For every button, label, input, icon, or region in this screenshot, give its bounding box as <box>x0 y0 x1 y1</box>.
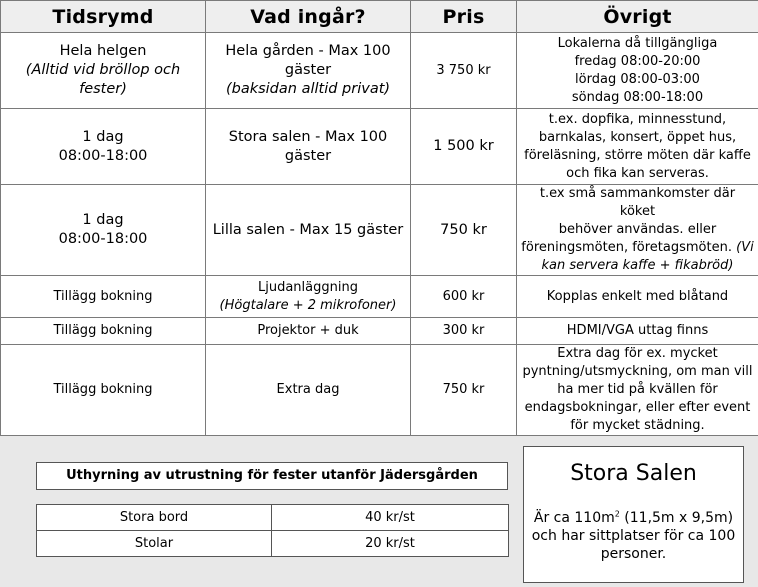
row-vad-note: (Högtalare + 2 mikrofoner) <box>219 297 397 313</box>
row-vad: Ljudanläggning (Högtalare + 2 mikrofoner) <box>206 276 411 318</box>
row-tidsrymd: Hela helgen (Alltid vid bröllop och fester) <box>1 33 206 109</box>
header-pris: Pris <box>411 1 517 33</box>
row-vad: Hela gården - Max 100 gäster (baksidan alltid privat) <box>206 33 411 109</box>
table-row <box>37 531 509 557</box>
row-ovrigt: t.ex små sammankomster där köket behöver användas. eller föreningsmöten, företagsmöten. (Vi kan servera kaffe + fikabröd) <box>517 185 758 276</box>
table-row <box>37 505 509 531</box>
row-ovrigt: Lokalerna då tillgängliga fredag 08:00-20:00 lördag 08:00-03:00 söndag 08:00-18:00 <box>517 33 758 109</box>
row-tidsrymd: 1 dag 08:00-18:00 <box>1 185 206 276</box>
rental-item-name: Stolar <box>37 531 272 557</box>
stora-salen-title: Stora Salen <box>570 461 697 486</box>
row-vad: Lilla salen - Max 15 gäster <box>206 185 411 276</box>
rental-title: Uthyrning av utrustning för fester utanför Jädersgården <box>36 462 508 490</box>
row-vad: Projektor + duk <box>206 318 411 345</box>
row-pris: 1 500 kr <box>411 109 517 185</box>
header-tidsrymd: Tidsrymd <box>1 1 206 33</box>
table-row <box>1 33 758 109</box>
row-tidsrymd: Tillägg bokning <box>1 345 206 436</box>
row-vad: Stora salen - Max 100 gäster <box>206 109 411 185</box>
row-tidsrymd: 1 dag 08:00-18:00 <box>1 109 206 185</box>
row-pris: 300 kr <box>411 318 517 345</box>
table-row <box>1 345 758 436</box>
row-ovrigt: Kopplas enkelt med blåtand <box>517 276 758 318</box>
row-pris: 750 kr <box>411 345 517 436</box>
rental-table <box>36 504 509 557</box>
table-row <box>1 109 758 185</box>
row-ovrigt: Extra dag för ex. mycket pyntning/utsmyckning, om man vill ha mer tid på kvällen för endagsbokningar, eller efter event för mycket städning. <box>517 345 758 436</box>
rental-item-price: 20 kr/st <box>272 531 509 557</box>
row-tidsrymd: Tillägg bokning <box>1 318 206 345</box>
row-tidsrymd: Tillägg bokning <box>1 276 206 318</box>
stora-salen-text: Är ca $110m^2$ (11,5m x 9,5m) och har sittplatser för ca 100 personer. <box>531 509 736 562</box>
pricing-header-row <box>1 1 758 33</box>
stora-salen-box <box>523 446 744 583</box>
row-ovrigt: HDMI/VGA uttag finns <box>517 318 758 345</box>
table-row <box>1 318 758 345</box>
row-vad-note: (baksidan alltid privat) <box>225 81 391 97</box>
header-ovrigt: Övrigt <box>517 1 758 33</box>
row-pris: 600 kr <box>411 276 517 318</box>
row-pris: 750 kr <box>411 185 517 276</box>
row-tidsrymd-note: (Alltid vid bröllop och fester) <box>25 62 181 97</box>
table-row <box>1 276 758 318</box>
table-row <box>1 185 758 276</box>
row-pris: 3 750 kr <box>411 33 517 109</box>
row-ovrigt: t.ex. dopfika, minnesstund, barnkalas, konsert, öppet hus, föreläsning, större möten där kaffe och fika kan serveras. <box>517 109 758 185</box>
row-vad: Extra dag <box>206 345 411 436</box>
header-vad-ingar: Vad ingår? <box>206 1 411 33</box>
rental-item-price: 40 kr/st <box>272 505 509 531</box>
rental-item-name: Stora bord <box>37 505 272 531</box>
